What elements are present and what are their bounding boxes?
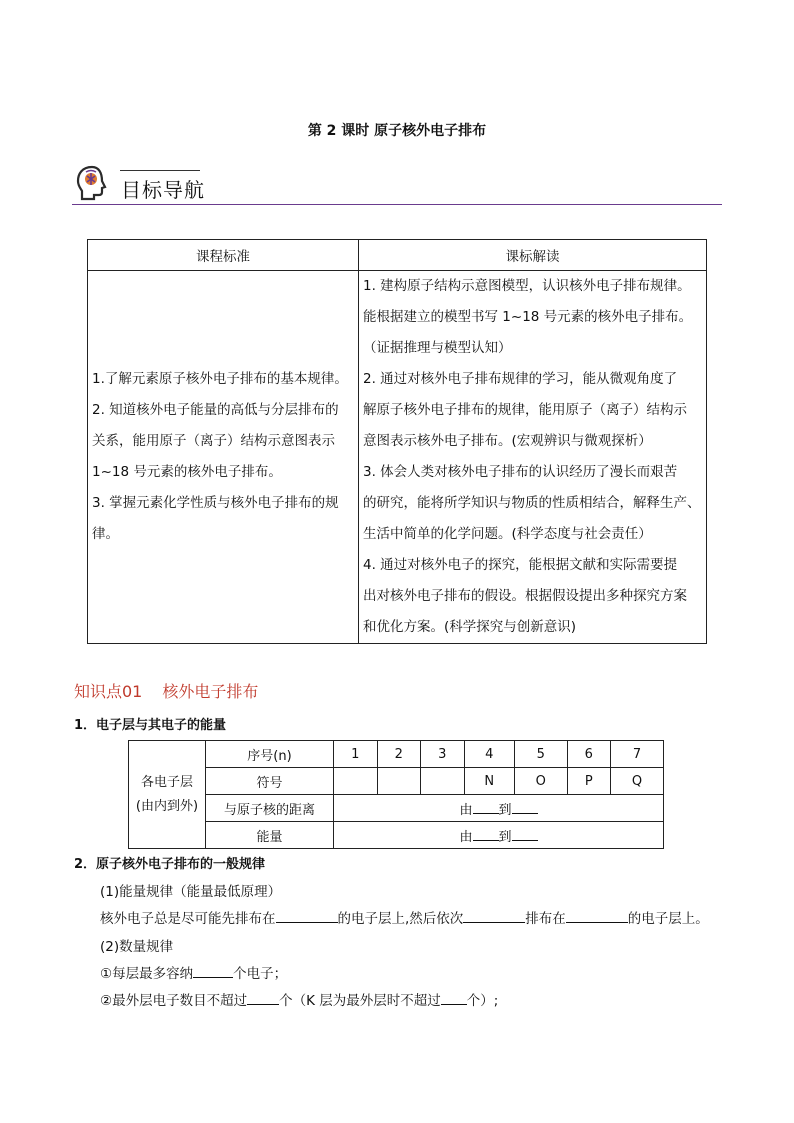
fill-blank[interactable] bbox=[441, 990, 467, 1005]
std-right-line: 2. 通过对核外电子排布规律的学习，能从微观角度了 bbox=[363, 371, 678, 387]
to-text: 到 bbox=[498, 829, 512, 845]
std-left-line: 律。 bbox=[92, 526, 119, 542]
layer-symbol-blank[interactable] bbox=[334, 768, 378, 795]
std-right-line: 能根据建立的模型书写 1~18 号元素的核外电子排布。 bbox=[363, 309, 693, 325]
rule1-text: 核外电子总是尽可能先排布在 bbox=[100, 911, 276, 927]
std-right-line: 4. 通过对核外电子的探究，能根据文献和实际需要提 bbox=[363, 557, 678, 573]
rule1-text: 的电子层上,然后依次 bbox=[337, 911, 464, 927]
fill-blank[interactable] bbox=[276, 908, 338, 923]
layer-symbol: Q bbox=[611, 768, 664, 795]
std-right-line: 意图表示核外电子排布。(宏观辨识与微观探析） bbox=[363, 433, 652, 449]
layer-symbol: O bbox=[514, 768, 567, 795]
fill-blank[interactable] bbox=[512, 826, 538, 841]
row-label-symbol: 符号 bbox=[206, 768, 334, 795]
knowledge-point-title bbox=[74, 679, 258, 702]
std-left-line: 3. 掌握元素化学性质与核外电子排布的规 bbox=[92, 495, 339, 511]
to-text: 到 bbox=[498, 802, 512, 818]
rule2-item2 bbox=[100, 989, 498, 1009]
std-right-line: 生活中简单的化学问题。(科学态度与社会责任） bbox=[363, 526, 652, 542]
layer-number: 7 bbox=[611, 741, 664, 768]
fill-blank[interactable] bbox=[473, 826, 499, 841]
rule2-text: 个）; bbox=[466, 993, 499, 1009]
fill-blank[interactable] bbox=[247, 990, 279, 1005]
standards-header-right: 课标解读 bbox=[359, 240, 707, 271]
std-right-line: 解原子核外电子排布的规律，能用原子（离子）结构示 bbox=[363, 402, 687, 418]
rule1-title: (1)能量规律（能量最低原理） bbox=[100, 884, 282, 900]
layer-symbol-blank[interactable] bbox=[421, 768, 465, 795]
standards-right-cell bbox=[359, 271, 707, 644]
rule1-sentence bbox=[100, 907, 709, 927]
rule2-title: (2)数量规律 bbox=[100, 939, 174, 955]
fill-blank[interactable] bbox=[473, 799, 499, 814]
std-left-line: 关系，能用原子（离子）结构示意图表示 bbox=[92, 433, 335, 449]
row-label-number: 序号(n) bbox=[206, 741, 334, 768]
layer-number: 5 bbox=[514, 741, 567, 768]
std-right-line: 和优化方案。(科学探究与创新意识) bbox=[363, 619, 577, 635]
fill-blank[interactable] bbox=[566, 908, 628, 923]
section2-heading: 2．原子核外电子排布的一般规律 bbox=[74, 857, 266, 872]
standards-table bbox=[87, 239, 707, 644]
std-right-line: 出对核外电子排布的假设。根据假设提出多种探究方案 bbox=[363, 588, 687, 604]
std-left-line: 1.了解元素原子核外电子排布的基本规律。 bbox=[92, 371, 348, 387]
layer-number: 1 bbox=[334, 741, 378, 768]
layer-symbol: N bbox=[464, 768, 514, 795]
std-right-line: 的研究，能将所学知识与物质的性质相结合，解释生产、 bbox=[363, 495, 701, 511]
nav-top-line bbox=[120, 170, 200, 171]
std-left-line: 1~18 号元素的核外电子排布。 bbox=[92, 464, 282, 480]
brain-head-icon bbox=[74, 164, 110, 202]
fill-blank[interactable] bbox=[463, 908, 525, 923]
std-right-line: （证据推理与模型认知） bbox=[363, 340, 512, 356]
std-left-line: 2. 知道核外电子能量的高低与分层排布的 bbox=[92, 402, 339, 418]
layer-group-label-2: (由内到外) bbox=[135, 798, 199, 814]
layer-symbol: P bbox=[567, 768, 611, 795]
layer-number: 6 bbox=[567, 741, 611, 768]
energy-cell bbox=[334, 822, 664, 849]
knowledge-point-number: 知识点01 bbox=[74, 682, 143, 701]
row-label-energy: 能量 bbox=[206, 822, 334, 849]
rule2-text: 个电子； bbox=[233, 966, 288, 982]
rule2-item1 bbox=[100, 962, 287, 982]
rule2-text: ①每层最多容纳 bbox=[100, 966, 194, 982]
std-right-line: 3. 体会人类对核外电子排布的认识经历了漫长而艰苦 bbox=[363, 464, 678, 480]
standards-header-left: 课程标准 bbox=[88, 240, 359, 271]
rule2-text: ②最外层电子数目不超过 bbox=[100, 993, 248, 1009]
section1-heading: 1．电子层与其电子的能量 bbox=[74, 718, 227, 733]
knowledge-point-name: 核外电子排布 bbox=[162, 682, 259, 701]
rule2-text: 个（K 层为最外层时不超过 bbox=[279, 993, 441, 1009]
from-text: 由 bbox=[459, 802, 473, 818]
electron-layer-table bbox=[128, 740, 664, 849]
fill-blank[interactable] bbox=[193, 963, 233, 978]
nav-divider bbox=[72, 204, 722, 205]
distance-cell bbox=[334, 795, 664, 822]
rule1-text: 的电子层上。 bbox=[627, 911, 709, 927]
from-text: 由 bbox=[459, 829, 473, 845]
layer-number: 4 bbox=[464, 741, 514, 768]
standards-left-cell bbox=[88, 271, 359, 644]
layer-number: 2 bbox=[377, 741, 421, 768]
layer-symbol-blank[interactable] bbox=[377, 768, 421, 795]
page-title: 第 2 课时 原子核外电子排布 bbox=[307, 123, 487, 139]
row-label-distance: 与原子核的距离 bbox=[206, 795, 334, 822]
nav-heading: 目标导航 bbox=[121, 178, 205, 202]
layer-group-label bbox=[129, 741, 206, 849]
std-right-line: 1. 建构原子结构示意图模型，认识核外电子排布规律。 bbox=[363, 278, 691, 294]
rule1-text: 排布在 bbox=[525, 911, 566, 927]
layer-number: 3 bbox=[421, 741, 465, 768]
layer-group-label-1: 各电子层 bbox=[140, 774, 193, 790]
fill-blank[interactable] bbox=[512, 799, 538, 814]
